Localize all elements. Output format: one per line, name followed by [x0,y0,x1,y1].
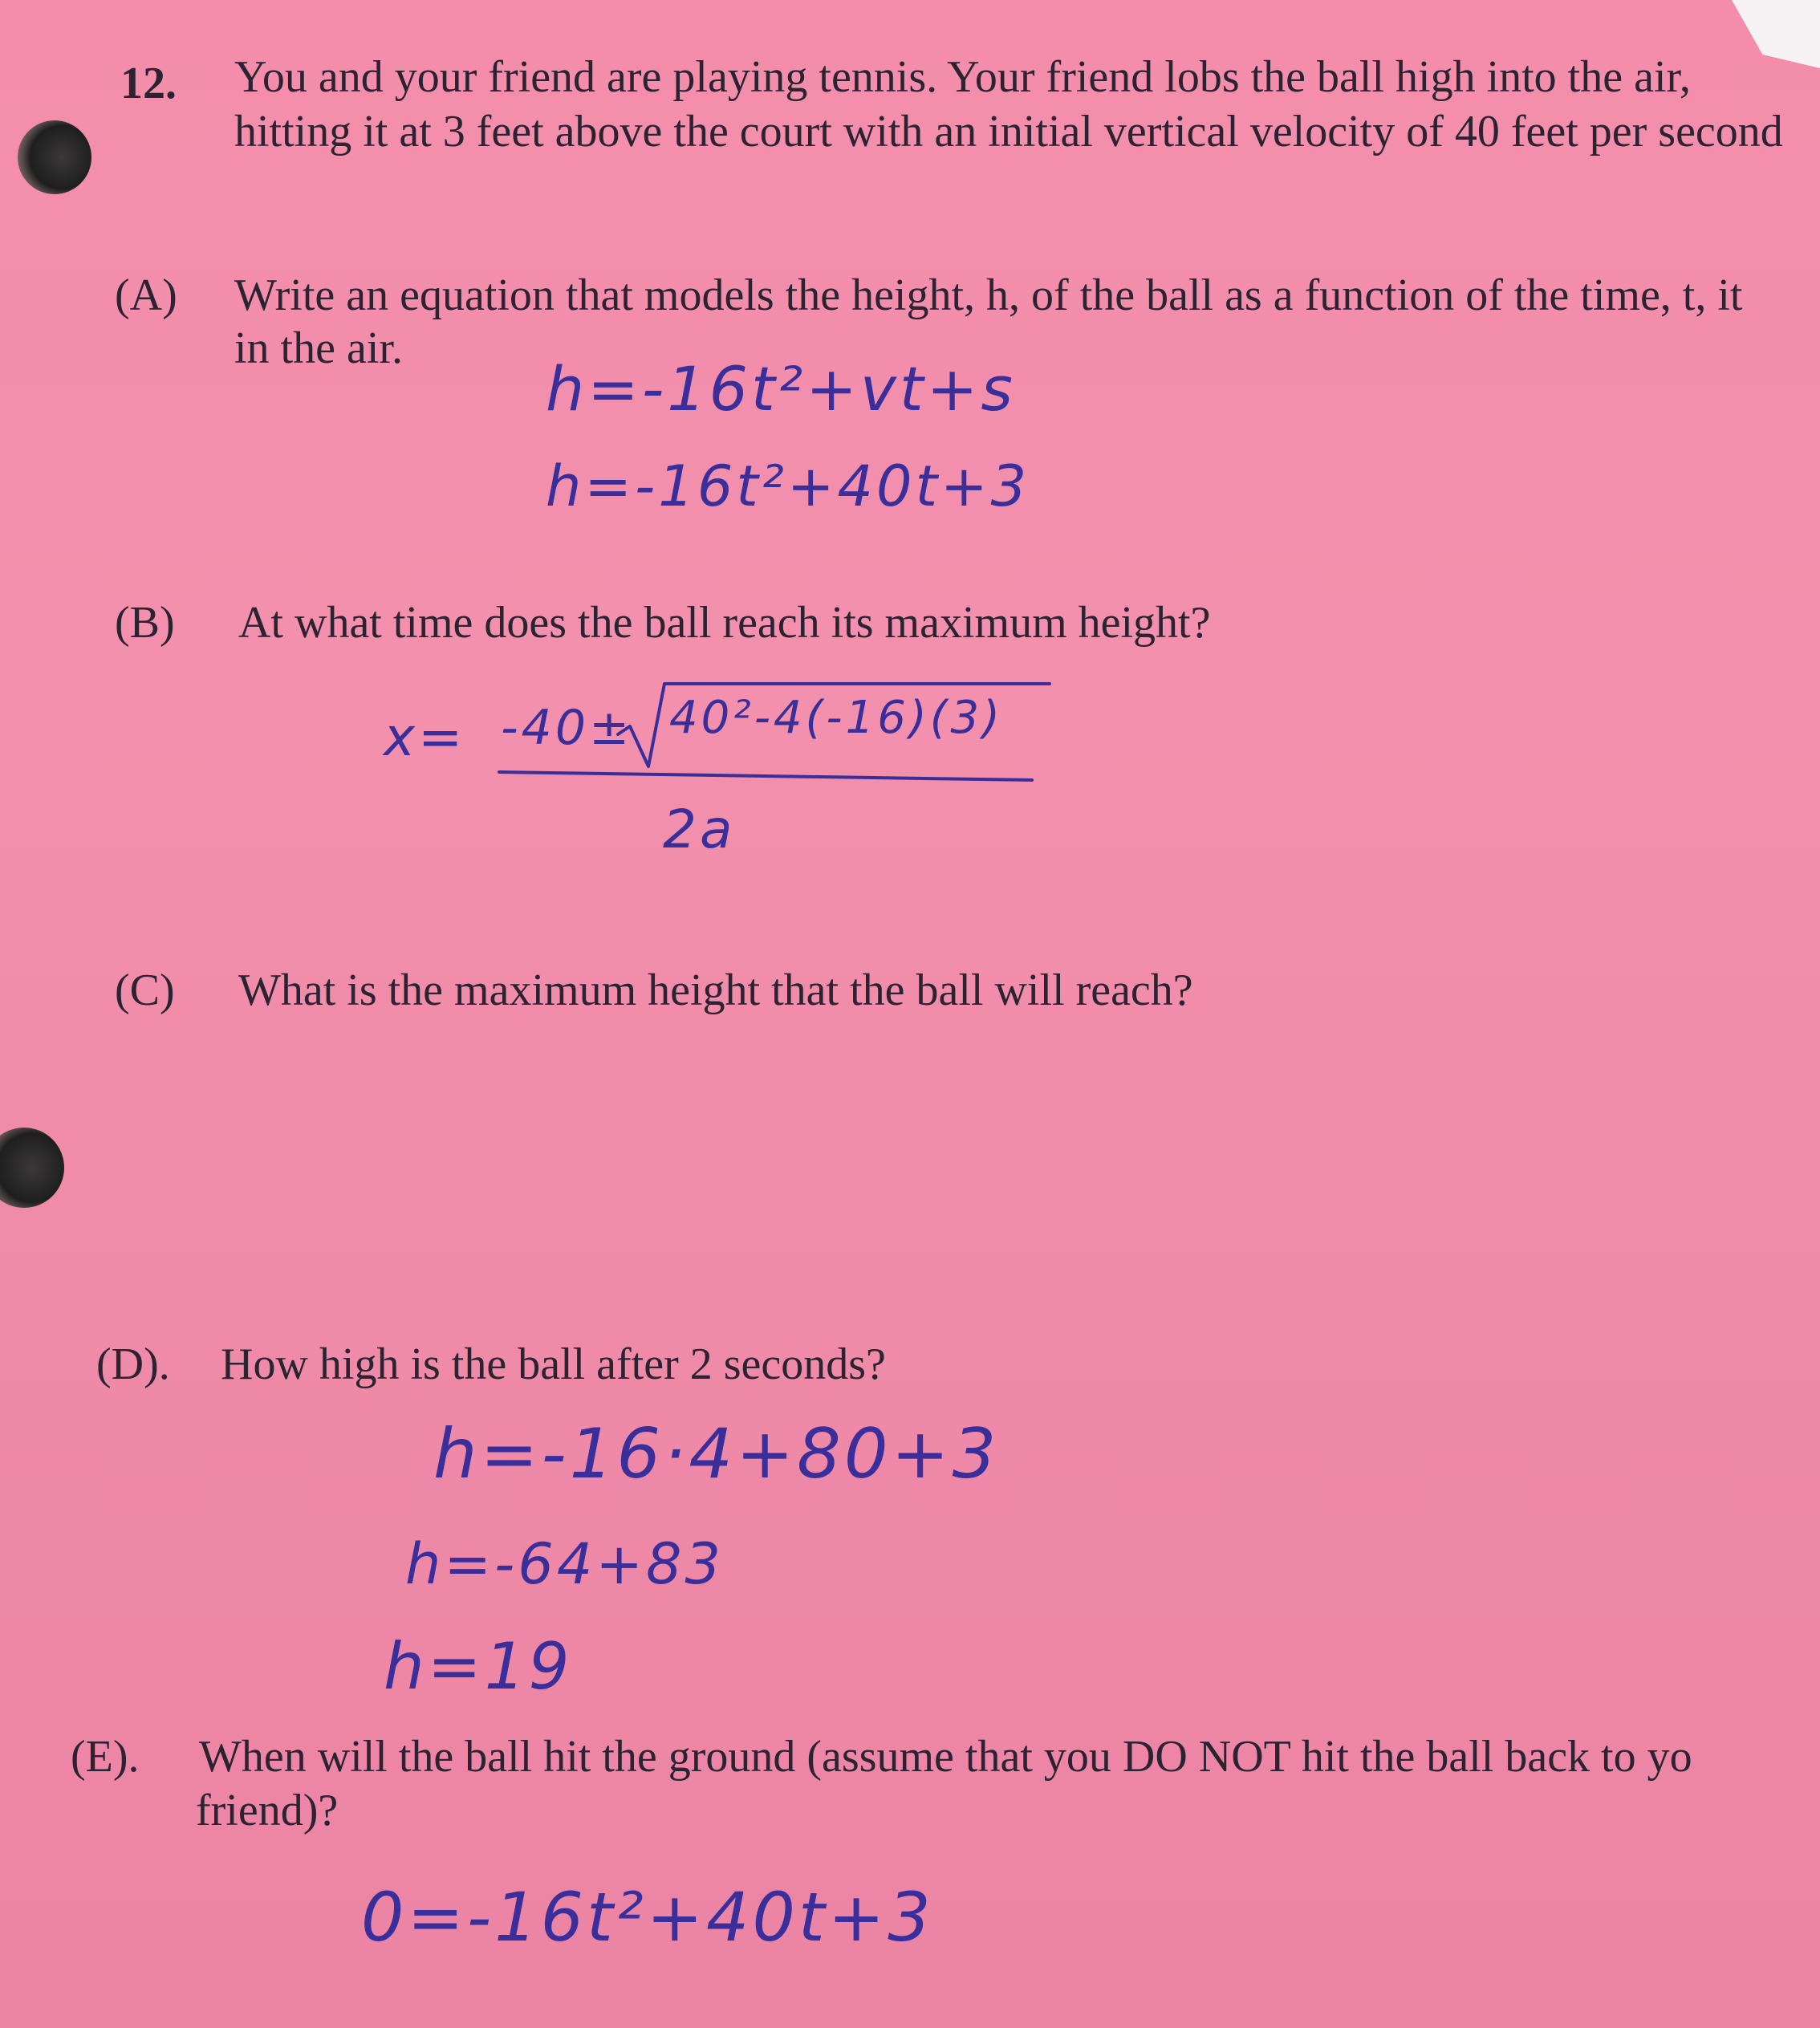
part-e-question-line1: When will the ball hit the ground (assume that you DO NOT hit the ball back to yo [199,1732,1692,1782]
part-d-work-line1: h=-16·4+80+3 [433,1414,1000,1494]
part-d-work-line2: h=-64+83 [405,1531,725,1597]
problem-intro-line2: hitting it at 3 feet above the court with an initial vertical velocity of 40 feet per second [234,107,1783,156]
part-a-work-line1: h=-16t²+vt+s [546,353,1016,425]
part-c-label: (C) [115,965,175,1015]
part-e-question-line2: friend)? [196,1786,339,1835]
part-d-label: (D). [96,1339,170,1389]
part-e-work-line1: 0=-16t²+40t+3 [361,1878,934,1957]
radical-sign [618,684,1050,766]
part-b-work-prefix: x= [384,706,466,768]
part-b-question-line1: At what time does the ball reach its maximum height? [238,598,1211,648]
part-d-work-line3: h=19 [384,1629,573,1704]
part-a-question-line2: in the air. [234,323,403,373]
part-a-work-line2: h=-16t²+40t+3 [546,453,1030,519]
part-b-work-numerator-lead: -40± [501,700,633,756]
part-b-work-radicand: 40²-4(-16)(3) [669,692,1004,744]
part-c-question-line1: What is the maximum height that the ball will reach? [238,965,1193,1015]
part-e-label: (E). [71,1732,140,1782]
part-b-label: (B) [115,598,175,648]
part-d-question-line1: How high is the ball after 2 seconds? [221,1339,886,1389]
problem-intro-line1: You and your friend are playing tennis. Your friend lobs the ball high into the air, [234,52,1691,102]
part-b-work-denominator: 2a [663,799,736,860]
fraction-bar [499,772,1032,780]
part-a-question-line1: Write an equation that models the height, h, of the ball as a function of the time, t, it [234,270,1743,320]
part-a-label: (A) [115,270,177,320]
problem-number: 12. [120,59,177,108]
